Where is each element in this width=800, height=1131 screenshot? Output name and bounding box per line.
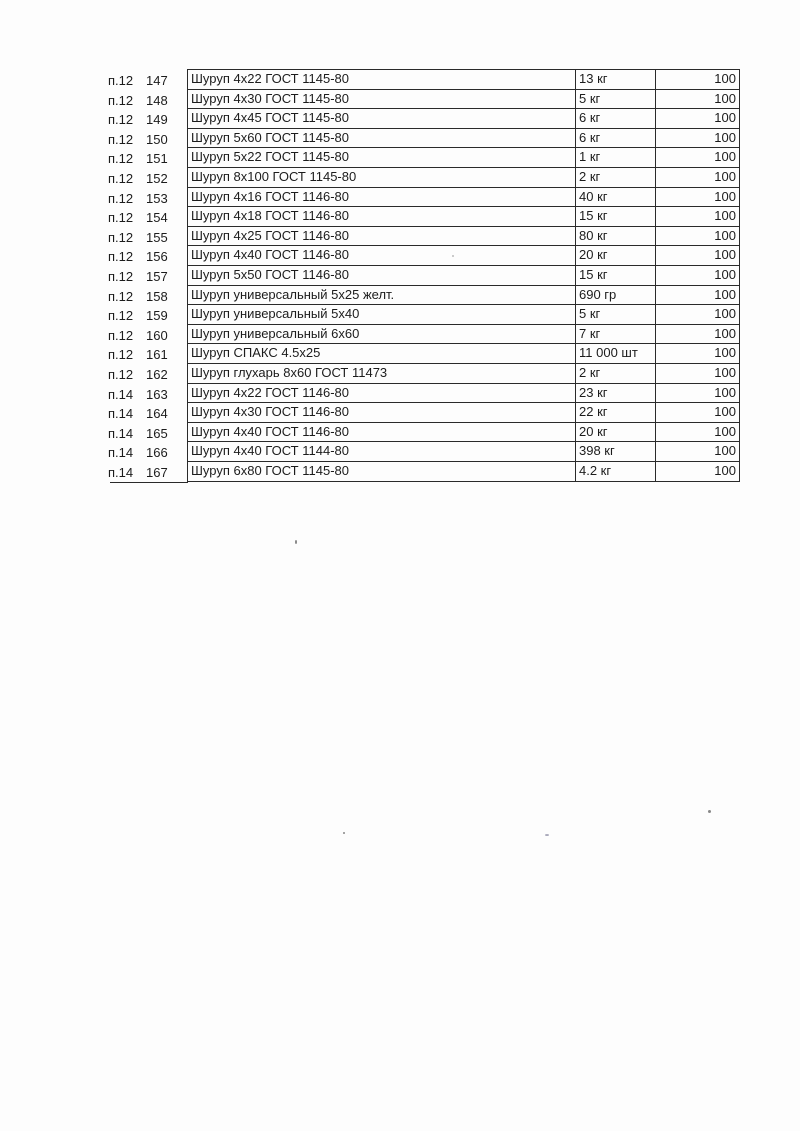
item-name: Шуруп СПАКС 4.5х25 [187, 344, 575, 364]
item-quantity: 22 кг [575, 403, 655, 423]
section-ref: п.12 [108, 249, 134, 265]
scan-speck [343, 832, 345, 834]
item-name: Шуруп 4х40 ГОСТ 1144-80 [187, 442, 575, 462]
item-name: Шуруп 4х30 ГОСТ 1145-80 [187, 90, 575, 110]
item-value: 100 [655, 325, 740, 345]
item-name: Шуруп глухарь 8х60 ГОСТ 11473 [187, 364, 575, 384]
item-number: 155 [146, 229, 168, 245]
item-quantity: 4.2 кг [575, 462, 655, 482]
item-quantity: 23 кг [575, 384, 655, 404]
item-reference [108, 289, 188, 305]
item-reference [108, 465, 188, 481]
item-number: 148 [146, 92, 168, 108]
item-value: 100 [655, 90, 740, 110]
item-name: Шуруп 5х60 ГОСТ 1145-80 [187, 129, 575, 149]
table-row [108, 305, 748, 325]
item-reference [108, 73, 188, 89]
item-number: 153 [146, 190, 168, 206]
item-name: Шуруп 4х16 ГОСТ 1146-80 [187, 188, 575, 208]
item-value: 100 [655, 207, 740, 227]
item-quantity: 7 кг [575, 325, 655, 345]
item-reference [108, 93, 188, 109]
item-reference [108, 406, 188, 422]
table-bottom-border [110, 482, 188, 483]
item-reference [108, 347, 188, 363]
item-quantity: 20 кг [575, 423, 655, 443]
item-number: 167 [146, 465, 168, 480]
scan-speck [452, 255, 454, 257]
item-number: 163 [146, 386, 168, 402]
item-reference [108, 445, 188, 461]
item-value: 100 [655, 442, 740, 462]
section-ref: п.12 [108, 73, 134, 88]
item-value: 100 [655, 168, 740, 188]
item-reference [108, 171, 188, 187]
item-quantity: 398 кг [575, 442, 655, 462]
item-quantity: 1 кг [575, 148, 655, 168]
section-ref: п.12 [108, 367, 134, 382]
item-name: Шуруп универсальный 5х40 [187, 305, 575, 325]
section-ref: п.12 [108, 190, 134, 206]
table-row [108, 403, 748, 423]
item-number: 157 [146, 269, 168, 284]
table-row [108, 129, 748, 149]
item-quantity: 690 гр [575, 286, 655, 306]
item-value: 100 [655, 384, 740, 404]
section-ref: п.12 [108, 269, 134, 284]
item-number: 165 [146, 425, 168, 441]
item-name: Шуруп 4х22 ГОСТ 1146-80 [187, 384, 575, 404]
item-quantity: 11 000 шт [575, 344, 655, 364]
section-ref: п.14 [108, 386, 134, 402]
scan-speck [545, 834, 549, 836]
item-name: Шуруп 4х45 ГОСТ 1145-80 [187, 109, 575, 129]
item-number: 161 [146, 347, 168, 363]
item-reference [108, 112, 188, 128]
item-value: 100 [655, 266, 740, 286]
item-number: 166 [146, 445, 168, 461]
section-ref: п.12 [108, 112, 134, 128]
item-number: 147 [146, 73, 168, 88]
item-reference [108, 308, 188, 324]
table-row [108, 325, 748, 345]
item-number: 150 [146, 131, 168, 147]
section-ref: п.12 [108, 210, 134, 226]
item-reference [108, 426, 188, 442]
item-quantity: 40 кг [575, 188, 655, 208]
section-ref: п.14 [108, 425, 134, 441]
item-value: 100 [655, 109, 740, 129]
section-ref: п.12 [108, 131, 134, 147]
item-quantity: 15 кг [575, 207, 655, 227]
section-ref: п.14 [108, 406, 134, 422]
item-value: 100 [655, 305, 740, 325]
item-name: Шуруп 4х40 ГОСТ 1146-80 [187, 423, 575, 443]
table-row [108, 423, 748, 443]
item-reference [108, 328, 188, 344]
table-row [108, 90, 748, 110]
item-name: Шуруп универсальный 5х25 желт. [187, 286, 575, 306]
item-quantity: 20 кг [575, 246, 655, 266]
table-row [108, 286, 748, 306]
table-row [108, 384, 748, 404]
item-number: 152 [146, 171, 168, 186]
item-quantity: 6 кг [575, 109, 655, 129]
item-name: Шуруп 5х22 ГОСТ 1145-80 [187, 148, 575, 168]
section-ref: п.12 [108, 151, 134, 167]
item-reference [108, 191, 188, 207]
item-value: 100 [655, 286, 740, 306]
item-quantity: 5 кг [575, 90, 655, 110]
scan-speck [295, 540, 297, 544]
item-number: 160 [146, 327, 168, 343]
table-row [108, 148, 748, 168]
table-row [108, 364, 748, 384]
item-quantity: 2 кг [575, 364, 655, 384]
section-ref: п.12 [108, 347, 134, 363]
item-quantity: 80 кг [575, 227, 655, 247]
item-value: 100 [655, 70, 740, 90]
item-value: 100 [655, 227, 740, 247]
table-row [108, 227, 748, 247]
item-value: 100 [655, 403, 740, 423]
section-ref: п.12 [108, 171, 134, 186]
section-ref: п.12 [108, 92, 134, 108]
item-name: Шуруп 5х50 ГОСТ 1146-80 [187, 266, 575, 286]
item-number: 154 [146, 210, 168, 226]
table-row [108, 266, 748, 286]
item-reference [108, 367, 188, 383]
item-reference [108, 387, 188, 403]
item-value: 100 [655, 188, 740, 208]
item-quantity: 15 кг [575, 266, 655, 286]
item-reference [108, 151, 188, 167]
item-value: 100 [655, 246, 740, 266]
item-value: 100 [655, 423, 740, 443]
item-name: Шуруп 6х80 ГОСТ 1145-80 [187, 462, 575, 482]
section-ref: п.12 [108, 308, 134, 324]
scan-speck [708, 810, 711, 813]
table-row [108, 109, 748, 129]
section-ref: п.12 [108, 229, 134, 245]
item-name: Шуруп 4х40 ГОСТ 1146-80 [187, 246, 575, 266]
table-row [108, 344, 748, 364]
item-reference [108, 249, 188, 265]
item-number: 151 [146, 151, 168, 167]
table-row [108, 462, 748, 482]
table-row [108, 207, 748, 227]
section-ref: п.14 [108, 465, 134, 480]
item-value: 100 [655, 462, 740, 482]
item-quantity: 5 кг [575, 305, 655, 325]
item-number: 149 [146, 112, 168, 128]
item-value: 100 [655, 364, 740, 384]
item-reference [108, 132, 188, 148]
item-number: 162 [146, 367, 168, 382]
item-name: Шуруп 8х100 ГОСТ 1145-80 [187, 168, 575, 188]
item-name: Шуруп 4х30 ГОСТ 1146-80 [187, 403, 575, 423]
item-quantity: 13 кг [575, 70, 655, 90]
item-reference [108, 269, 188, 285]
table-row [108, 70, 748, 90]
table-row [108, 168, 748, 188]
item-number: 164 [146, 406, 168, 422]
item-reference [108, 210, 188, 226]
section-ref: п.12 [108, 327, 134, 343]
item-name: Шуруп 4х25 ГОСТ 1146-80 [187, 227, 575, 247]
item-name: Шуруп 4х18 ГОСТ 1146-80 [187, 207, 575, 227]
item-name: Шуруп 4х22 ГОСТ 1145-80 [187, 70, 575, 90]
item-quantity: 6 кг [575, 129, 655, 149]
item-value: 100 [655, 344, 740, 364]
item-reference [108, 230, 188, 246]
item-value: 100 [655, 148, 740, 168]
section-ref: п.12 [108, 288, 134, 304]
table-row [108, 246, 748, 266]
item-quantity: 2 кг [575, 168, 655, 188]
item-name: Шуруп универсальный 6х60 [187, 325, 575, 345]
table-row [108, 188, 748, 208]
item-number: 159 [146, 308, 168, 324]
item-number: 156 [146, 249, 168, 265]
item-value: 100 [655, 129, 740, 149]
item-number: 158 [146, 288, 168, 304]
table-row [108, 442, 748, 462]
section-ref: п.14 [108, 445, 134, 461]
